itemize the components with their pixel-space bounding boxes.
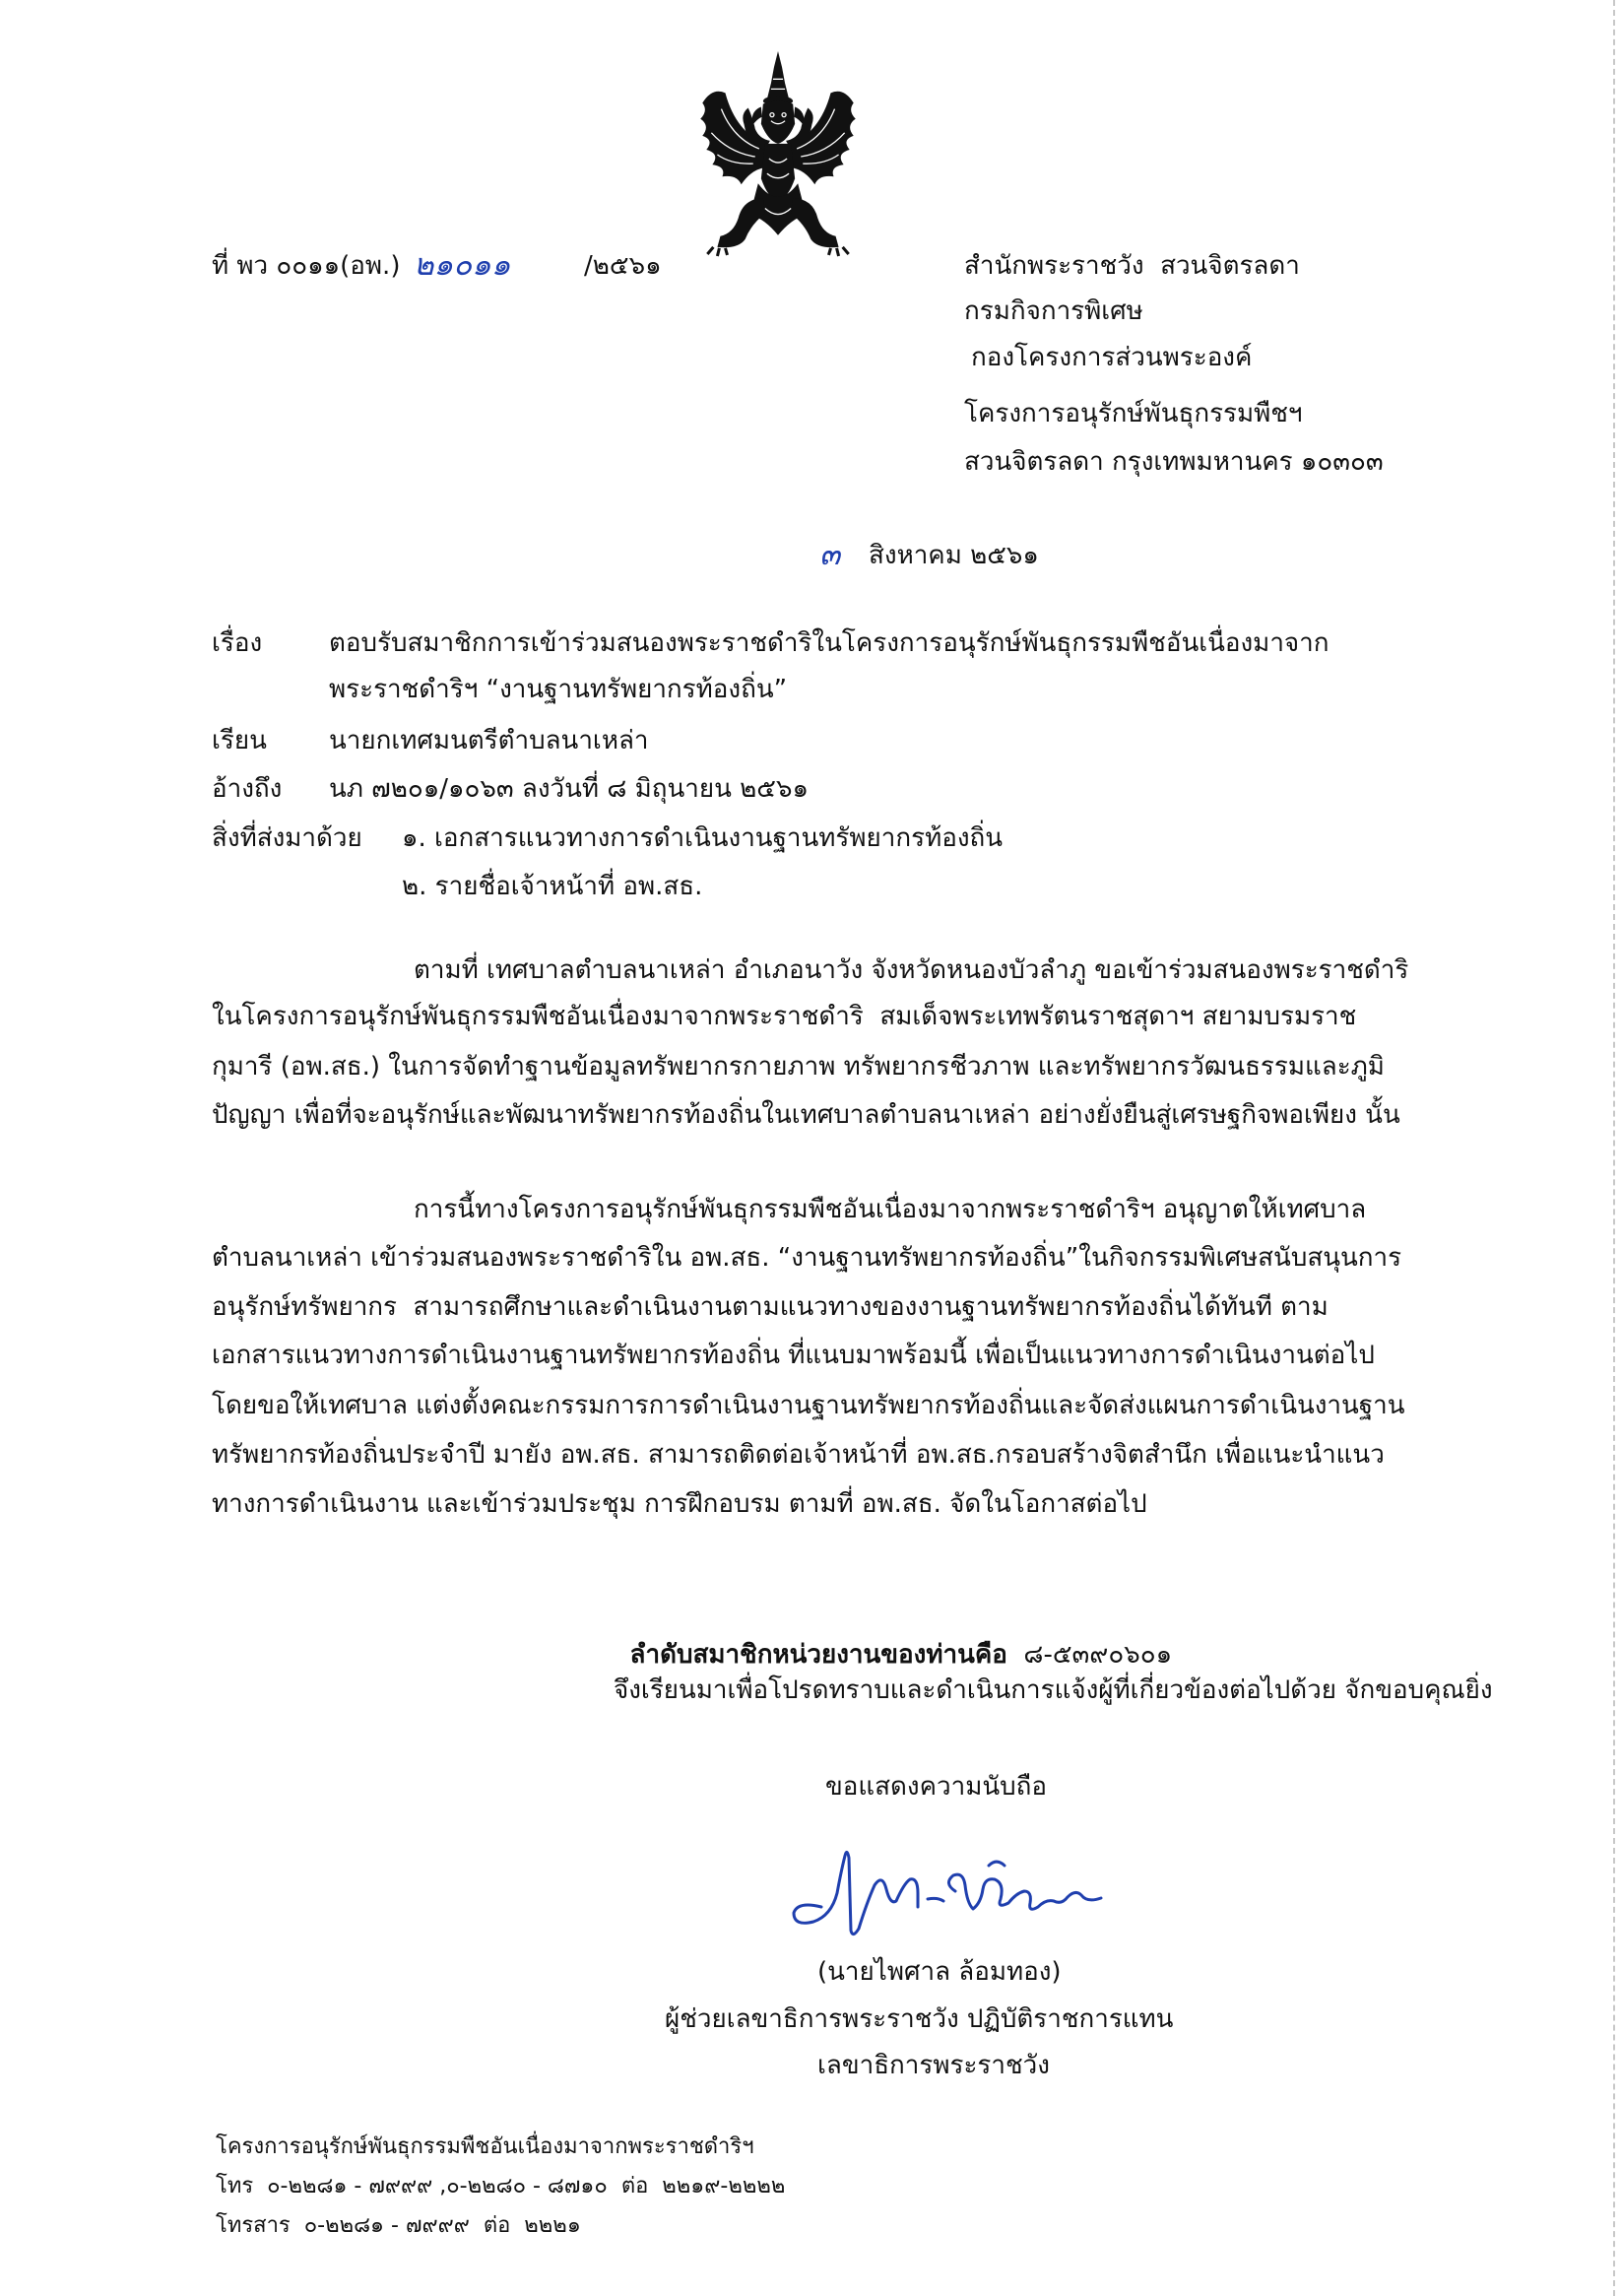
enclosures-label: สิ่งที่ส่งมาด้วย	[212, 823, 362, 853]
signatory-position: ผู้ช่วยเลขาธิการพระราชวัง ปฏิบัติราชการแทน	[665, 2004, 1174, 2034]
subject-line: พระราชดำริฯ “งานฐานทรัพยากรท้องถิ่น”	[329, 675, 788, 704]
closing-sentence: จึงเรียนมาเพื่อโปรดทราบและดำเนินการแจ้งผู้ที่เกี่ยวข้องต่อไปด้วย จักขอบคุณยิ่ง	[614, 1675, 1493, 1705]
body-paragraph-1-line: ปัญญา เพื่อที่จะอนุรักษ์และพัฒนาทรัพยากรท้องถิ่นในเทศบาลตำบลนาเหล่า อย่างยั่งยืนสู่เศรษฐกิจพอเพียง นั้น	[212, 1100, 1400, 1130]
date-day-handwritten: ๓	[819, 537, 841, 572]
date-month-year: สิงหาคม ๒๕๖๑	[869, 541, 1039, 570]
reference-year: /๒๕๖๑	[584, 251, 662, 281]
footer-fax: โทรสาร ๐-๒๒๘๑ - ๗๙๙๙ ต่อ ๒๒๒๑	[216, 2213, 581, 2238]
sender-address-line: สวนจิตรลดา กรุงเทพมหานคร ๑๐๓๐๓	[964, 447, 1384, 477]
enclosure-item: ๒. รายชื่อเจ้าหน้าที่ อพ.สธ.	[402, 872, 703, 901]
body-paragraph-2-line: โดยขอให้เทศบาล แต่งตั้งคณะกรรมการการดำเนินงานฐานทรัพยากรท้องถิ่นและจัดส่งแผนการดำเนินงานฐาน	[212, 1391, 1405, 1420]
body-paragraph-2-line: เอกสารแนวทางการดำเนินงานฐานทรัพยากรท้องถิ่น ที่แนบมาพร้อมนี้ เพื่อเป็นแนวทางการดำเนินงานต่อไป	[212, 1341, 1375, 1370]
complimentary-close: ขอแสดงความนับถือ	[825, 1772, 1047, 1802]
recipient-label: เรียน	[212, 726, 267, 755]
footer-phone: โทร ๐-๒๒๘๑ - ๗๙๙๙ ,๐-๒๒๘๐ - ๘๗๑๐ ต่อ ๒๒๑๙-๒๒๒๒	[216, 2174, 786, 2198]
footer-office: โครงการอนุรักษ์พันธุกรรมพืชอันเนื่องมาจากพระราชดำริฯ	[216, 2134, 754, 2159]
garuda-emblem-icon	[693, 49, 863, 258]
sender-address-line: กรมกิจการพิเศษ	[964, 296, 1143, 326]
body-paragraph-2-line: ทางการดำเนินงาน และเข้าร่วมประชุม การฝึกอบรม ตามที่ อพ.สธ. จัดในโอกาสต่อไป	[212, 1489, 1147, 1519]
subject-label: เรื่อง	[212, 628, 263, 658]
signatory-name: (นายไพศาล ล้อมทอง)	[817, 1957, 1062, 1987]
membership-spacer	[1007, 1640, 1024, 1670]
recipient-value: นายกเทศมนตรีตำบลนาเหล่า	[329, 726, 649, 755]
sender-address-line: โครงการอนุรักษ์พันธุกรรมพืชฯ	[964, 399, 1303, 428]
sender-address-line: สำนักพระราชวัง สวนจิตรลดา	[964, 251, 1300, 281]
body-paragraph-1-line: ตามที่ เทศบาลตำบลนาเหล่า อำเภอนาวัง จังหวัดหนองบัวลำภู ขอเข้าร่วมสนองพระราชดำริ	[414, 955, 1409, 985]
membership-label: ลำดับสมาชิกหน่วยงานของท่านคือ	[629, 1640, 1007, 1670]
scan-edge-line	[1613, 0, 1615, 2296]
body-paragraph-2-line: การนี้ทางโครงการอนุรักษ์พันธุกรรมพืชอันเนื่องมาจากพระราชดำริฯ อนุญาตให้เทศบาล	[414, 1195, 1367, 1224]
body-paragraph-1-line: ในโครงการอนุรักษ์พันธุกรรมพืชอันเนื่องมาจากพระราชดำริ สมเด็จพระเทพรัตนราชสุดาฯ สยามบรมราช	[212, 1002, 1357, 1031]
membership-line	[614, 1596, 1480, 1670]
sender-address-line: กองโครงการส่วนพระองค์	[971, 343, 1253, 372]
signature-icon	[780, 1844, 1115, 1942]
signatory-position: เลขาธิการพระราชวัง	[817, 2051, 1050, 2080]
reference-to-label: อ้างถึง	[212, 774, 283, 804]
body-paragraph-1-line: กุมารี (อพ.สธ.) ในการจัดทำฐานข้อมูลทรัพยากรกายภาพ ทรัพยากรชีวภาพ และทรัพยากรวัฒนธรรมและภูมิ	[212, 1052, 1385, 1082]
membership-number: ๘-๕๓๙๐๖๐๑	[1023, 1640, 1173, 1670]
body-paragraph-2-line: ตำบลนาเหล่า เข้าร่วมสนองพระราชดำริใน อพ.สธ. “งานฐานทรัพยากรท้องถิ่น”ในกิจกรรมพิเศษสนับสนุนการ	[212, 1243, 1402, 1273]
body-paragraph-2-line: ทรัพยากรท้องถิ่นประจำปี มายัง อพ.สธ. สามารถติดต่อเจ้าหน้าที่ อพ.สธ.กรอบสร้างจิตสำนึก เพื่อแนะนำแนว	[212, 1440, 1385, 1470]
reference-prefix: ที่ พว ๐๐๑๑(อพ.)	[212, 251, 401, 281]
reference-number-handwritten: ๒๑๐๑๑	[414, 247, 511, 283]
enclosure-item: ๑. เอกสารแนวทางการดำเนินงานฐานทรัพยากรท้องถิ่น	[402, 823, 1004, 853]
body-paragraph-2-line: อนุรักษ์ทรัพยากร สามารถศึกษาและดำเนินงานตามแนวทางของงานฐานทรัพยากรท้องถิ่นได้ทันที ตาม	[212, 1292, 1329, 1322]
reference-to-value: นภ ๗๒๐๑/๑๐๖๓ ลงวันที่ ๘ มิถุนายน ๒๕๖๑	[329, 774, 809, 804]
subject-line: ตอบรับสมาชิกการเข้าร่วมสนองพระราชดำริในโครงการอนุรักษ์พันธุกรรมพืชอันเนื่องมาจาก	[329, 628, 1329, 658]
